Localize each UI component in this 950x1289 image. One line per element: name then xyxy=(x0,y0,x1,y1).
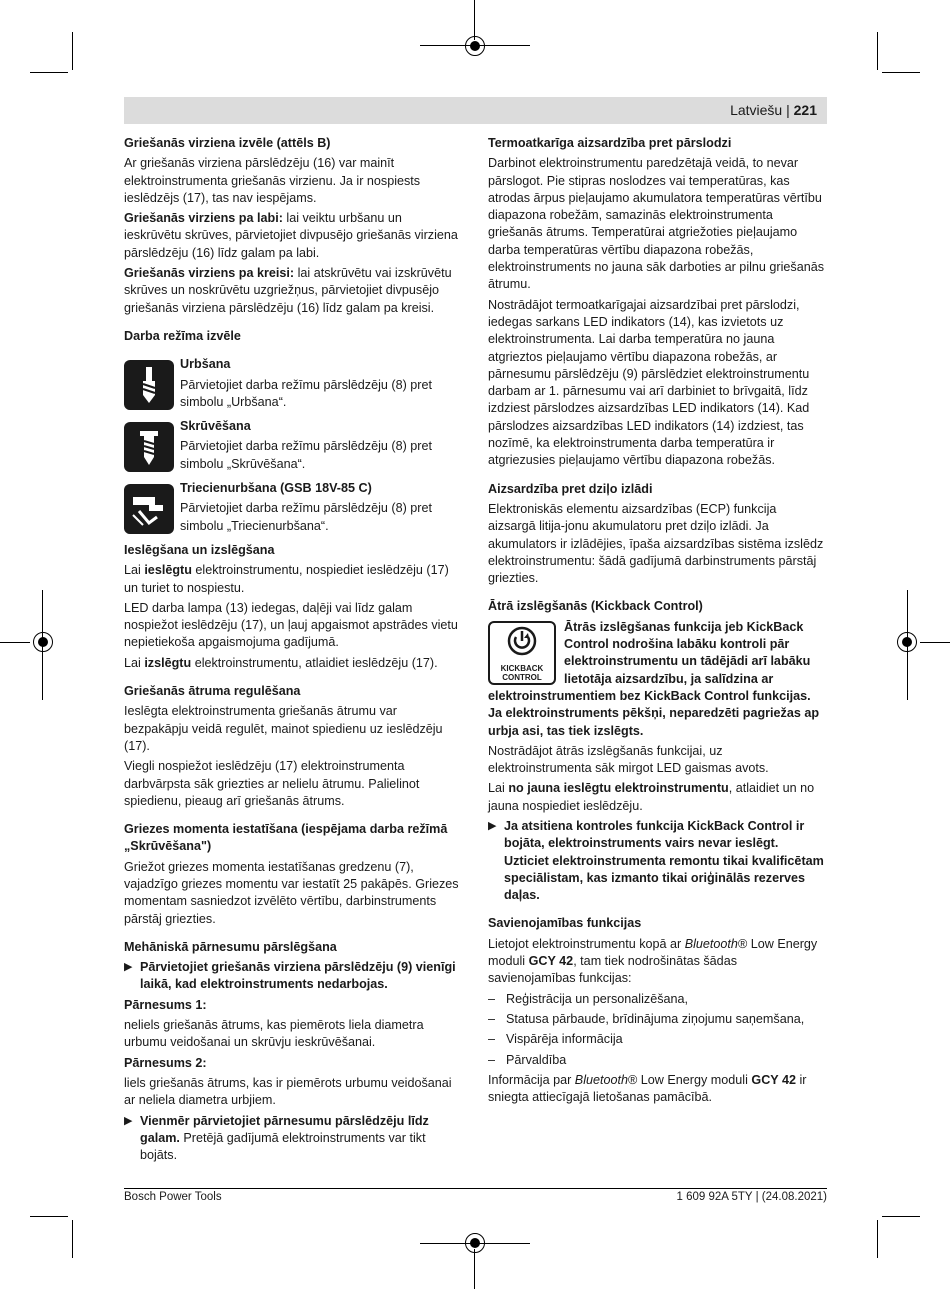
header-text: Latviešu | 221 xyxy=(730,102,817,118)
section-heading: Mehāniskā pārnesumu pārslēgšana xyxy=(124,939,337,954)
kickback-label: KICKBACK xyxy=(500,664,544,674)
crop-mark xyxy=(72,1220,73,1258)
paragraph xyxy=(124,210,462,262)
paragraph: Nostrādājot termoatkarīgajai aizsardzībai pret pārslodzi, iedegas sarkans LED indikators (14), kas izvietots uz elektroinstrumenta. Lai darba temperatūra no jauna atgrieztos pieļaujamo vērtību diapazona robežās, ar pārnesumu pārslēdzēju (9) pārslēdziet elektroinstrumentu darbam ar 1. pārnesumu vai arī darbiniet to brīvgaitā, līdz izdziest pārslodzes aizsardzības LED indikators (14). Kad pārslodzes aizsardzības LED indikators (14) izdziest, tas nozīmē, ka elektroinstrumenta darba temperatūra ir atgriezusies pieļaujamo vērtību diapazona robežās. xyxy=(488,297,810,468)
mode-item xyxy=(124,418,462,476)
sub-heading: Pārnesums 2: xyxy=(124,1055,207,1070)
paragraph: Ieslēgta elektroinstrumenta griešanās ātrumu var bezpakāpju veidā regulēt, mainot spiedienu uz ieslēdzēju (17). xyxy=(124,704,443,753)
paragraph: Informācija par Bluetooth® Low Energy moduli GCY 42 ir sniegta attiecīgajā lietošanas pamācībā. xyxy=(488,1072,807,1105)
sub-heading: Pārnesums 1: xyxy=(124,997,207,1012)
right-column xyxy=(488,135,826,1109)
section-heading: Griezes momenta iestatīšana (iespējama darba režīmā „Skrūvēšana") xyxy=(124,822,448,854)
section-heading: Darba režīma izvēle xyxy=(124,328,241,343)
paragraph: Lai ieslēgtu elektroinstrumentu, nospiediet ieslēdzēju (17) un turiet to nospiestu. xyxy=(124,563,449,595)
mode-title: Triecienurbšana (GSB 18V-85 C) xyxy=(180,481,372,496)
crop-mark xyxy=(920,642,950,643)
warning-bullet: ▶ Vienmēr pārvietojiet pārnesumu pārslēdzēju līdz galam. Pretējā gadījumā elektroinstruments var tikt bojāts. xyxy=(124,1113,462,1165)
page-header xyxy=(124,97,827,124)
section-heading: Savienojamības funkcijas xyxy=(488,916,642,931)
crop-mark xyxy=(30,1216,68,1217)
paragraph: liels griešanās ātrums, kas ir piemērots urbumu veidošanai ar neliela diametra urbjiem. xyxy=(124,1075,452,1108)
section-heading: Ieslēgšana un izslēgšana xyxy=(124,542,275,557)
bullet-text: Ja atsitiena kontroles funkcija KickBack Control ir bojāta, elektroinstruments vairs nevar ieslēgt. Uzticiet elektroinstrumenta remontu tikai kvalificētam speciālistam, kas izmanto tikai oriģinālās rezerves daļas. xyxy=(504,818,824,903)
crop-mark xyxy=(474,1249,475,1289)
footer-rule xyxy=(124,1188,827,1189)
drill-bit-icon xyxy=(124,360,174,410)
kickback-control-icon xyxy=(488,621,556,685)
warning-bullet xyxy=(124,959,462,994)
paragraph: Ar griešanās virziena pārslēdzēju (16) var mainīt elektroinstrumenta griešanās virzienu. Ja ir nospiests ieslēdzējs (17), tas nav iespējams. xyxy=(124,156,421,205)
mode-item xyxy=(124,480,462,538)
section-heading: Griešanās ātruma regulēšana xyxy=(124,684,301,699)
section-heading: Aizsardzība pret dziļo izlādi xyxy=(488,481,653,496)
list-item: – Reģistrācija un personalizēšana, xyxy=(488,991,689,1006)
crop-mark xyxy=(474,0,475,40)
arrow-icon: ▶ xyxy=(124,961,133,974)
hammer-drill-icon xyxy=(124,484,174,534)
list-item: – Statusa pārbaude, brīdinājuma ziņojumu saņemšana, xyxy=(488,1011,805,1026)
mode-text: Pārvietojiet darba režīmu pārslēdzēju (8) pret simbolu „Skrūvēšana“. xyxy=(180,439,432,471)
registration-mark-icon xyxy=(897,632,917,652)
paragraph: Lietojot elektroinstrumentu kopā ar Bluetooth® Low Energy moduli GCY 42, tam tiek nodrošinātas šādas savienojamības funkcijas: xyxy=(488,936,818,986)
section-heading: Termoatkarīga aizsardzība pret pārslodzi xyxy=(488,136,732,150)
term-label: Griešanās virziens pa labi: xyxy=(124,211,283,226)
registration-mark-icon xyxy=(33,632,53,652)
crop-mark xyxy=(882,1216,920,1217)
paragraph: Nostrādājot ātrās izslēgšanās funkcijai, uz elektroinstrumenta sāk mirgot LED gaismas avots. xyxy=(488,743,769,776)
registration-mark-icon xyxy=(465,36,485,56)
page-number: 221 xyxy=(793,102,817,118)
paragraph: Griežot griezes momenta iestatīšanas gredzenu (7), vajadzīgo griezes momentu var iestatīt 25 pakāpēs. Griezes momentam sasniedzot izvēlēto vērtību, darbinstruments pārstāj griezties. xyxy=(124,859,459,926)
crop-mark xyxy=(882,72,920,73)
section-heading: Griešanās virziena izvēle (attēls B) xyxy=(124,136,331,150)
crop-mark xyxy=(877,1220,878,1258)
paragraph xyxy=(124,265,462,317)
mode-title: Skrūvēšana xyxy=(180,419,251,434)
paragraph: Darbinot elektroinstrumentu paredzētajā veidā, to nevar pārslogot. Pie stipras noslodzes vai temperatūras, kas atrodas ārpus pieļaujamo akumulatora temperatūras vērtību diapazona robežām, samazinās elektroinstrumenta griešanās ātrums. Temperatūrai atgriežoties pieļaujamo darba temperatūras vērtību diapazona robežās, elektroinstruments no jauna sāk darboties ar pilnu griešanās ātrumu. xyxy=(488,156,825,292)
term-text: lai atskrūvētu vai izskrūvētu skrūves un noskrūvētu uzgriežņus, pārvietojiet divpusējo griešanās virziena pārslēdzēju (16) līdz galam pa kreisi. xyxy=(124,266,452,315)
mode-title: Urbšana xyxy=(180,357,231,372)
arrow-icon: ▶ xyxy=(488,819,497,832)
term-label: Griešanās virziens pa kreisi: xyxy=(124,266,295,281)
paragraph: Lai no jauna ieslēgtu elektroinstrumentu, atlaidiet un no jauna nospiediet ieslēdzēju. xyxy=(488,781,815,813)
paragraph: Ātrās izslēgšanas funkcija jeb KickBack Control nodrošina labāku kontroli pār elektroinstrumentu un tādējādi arī labāku lietotāja aizsardzību, ja salīdzina ar elektroinstrumentiem bez KickBack Control funkcijas. Ja elektroinstruments pēkšņi, neparedzēti pagriežas ap urbja asi, tas tiek izslēgts. xyxy=(488,619,820,738)
footer-doc-number: 1 609 92A 5TY | (24.08.2021) xyxy=(676,1191,827,1203)
crop-mark xyxy=(30,72,68,73)
list-item: – Pārvaldība xyxy=(488,1052,567,1067)
paragraph: Elektroniskās elementu aizsardzības (ECP) funkcija aizsargā litija-jonu akumulatoru pret dziļo izlādi. Ja akumulators ir izlādējies, īpaša aizsardzības sistēma izslēdz elektroinstrumentu: šādā gadījumā darbinstruments pārstāj griezties. xyxy=(488,501,824,586)
registration-mark-icon xyxy=(465,1233,485,1253)
section-heading: Ātrā izslēgšanās (Kickback Control) xyxy=(488,599,703,614)
header-language: Latviešu xyxy=(730,102,783,118)
paragraph: neliels griešanās ātrums, kas piemērots liela diametra urbumu veidošanai un skrūvju ieskrūvēšanai. xyxy=(124,1018,424,1050)
screw-icon xyxy=(124,422,174,472)
crop-mark xyxy=(72,32,73,70)
bullet-text: Pārvietojiet griešanās virziena pārslēdzēju (9) vienīgi laikā, kad elektroinstruments nedarbojas. xyxy=(140,960,456,992)
list-item: – Vispārēja informācija xyxy=(488,1032,623,1047)
arrow-icon: ▶ xyxy=(124,1114,133,1127)
mode-text: Pārvietojiet darba režīmu pārslēdzēju (8) pret simbolu „Triecienurbšana“. xyxy=(180,501,432,533)
crop-mark xyxy=(0,642,30,643)
kickback-label: CONTROL xyxy=(502,673,542,683)
paragraph: Lai izslēgtu elektroinstrumentu, atlaidiet ieslēdzēju (17). xyxy=(124,655,438,670)
paragraph: Viegli nospiežot ieslēdzēju (17) elektroinstrumenta darbvārpsta sāk griezties ar nelielu ātrumu. Palielinot spiedienu, pieaug arī griešanās ātrums. xyxy=(124,759,420,808)
term-text: lai veiktu urbšanu un ieskrūvētu skrūves, pārvietojiet divpusējo griešanās virziena pārslēdzēju (16) līdz galam pa labi. xyxy=(124,211,458,260)
crop-mark xyxy=(877,32,878,70)
paragraph: LED darba lampa (13) iedegas, daļēji vai līdz galam nospiežot ieslēdzēju (17), un ļauj apgaismot apstrādes vietu nepietiekoša apgaismojuma gadījumā. xyxy=(124,600,458,650)
mode-item xyxy=(124,356,462,414)
left-column xyxy=(124,135,462,1167)
warning-bullet xyxy=(488,818,826,904)
mode-text: Pārvietojiet darba režīmu pārslēdzēju (8) pret simbolu „Urbšana“. xyxy=(180,377,432,409)
footer-brand: Bosch Power Tools xyxy=(124,1191,222,1203)
